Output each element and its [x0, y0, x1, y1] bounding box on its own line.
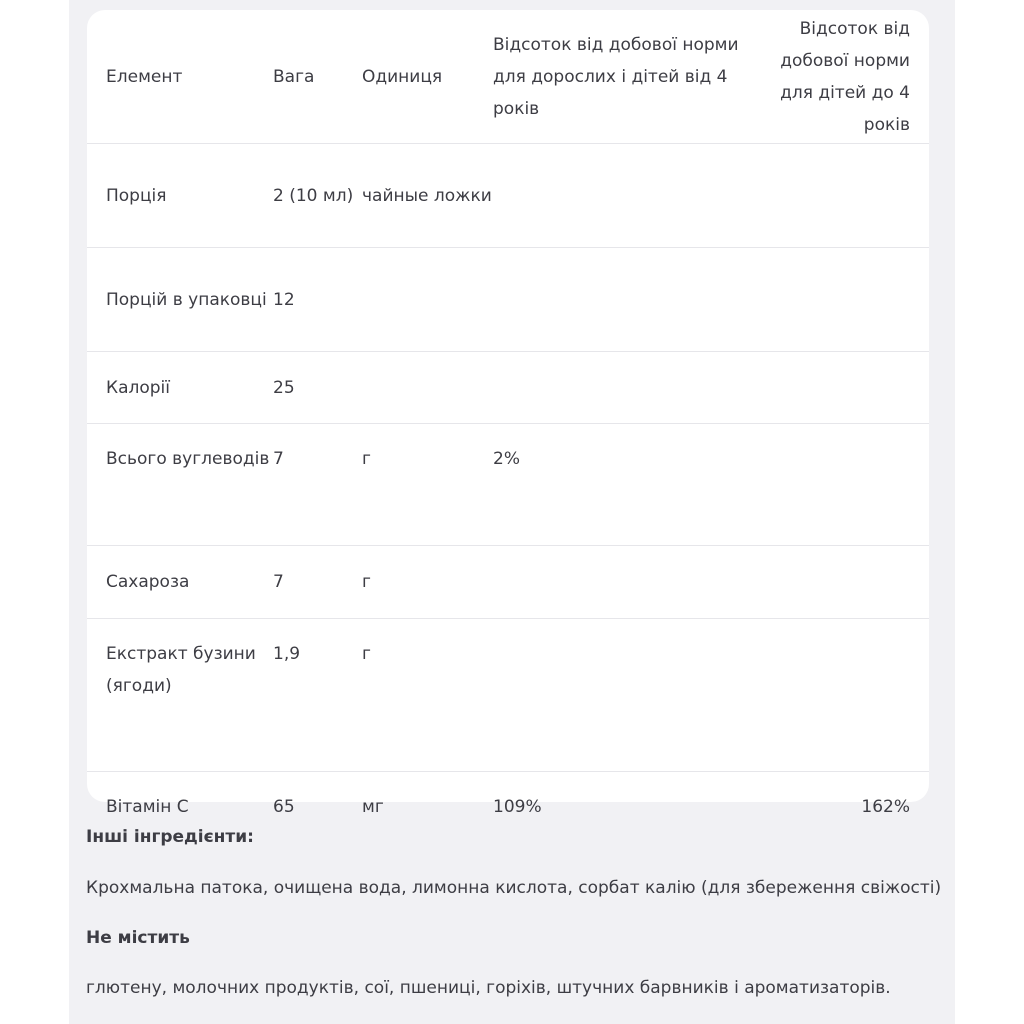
cell-element: Всього вуглеводів: [87, 424, 273, 546]
cell-weight: 25: [273, 352, 362, 424]
cell-element: Порція: [87, 144, 273, 248]
does-not-contain-heading: Не містить: [86, 928, 190, 948]
cell-weight: 65: [273, 797, 295, 817]
nutrition-table-card: [87, 10, 929, 817]
cell-dv-adults: 2%: [493, 424, 743, 546]
cell-element: Сахароза: [87, 546, 273, 619]
cell-dv-children: [743, 352, 929, 424]
cell-dv-children: [743, 144, 929, 248]
table-row: [87, 424, 929, 546]
cell-weight: 1,9: [273, 619, 362, 772]
cell-dv-adults: [493, 144, 743, 248]
cell-unit: мг: [362, 797, 384, 817]
header-dv-adults: Відсоток від добової норми для дорослих і дітей від 4 років: [493, 10, 743, 144]
cell-unit: г: [362, 619, 493, 772]
header-unit: Одиниця: [362, 10, 493, 144]
cell-unit: чайные ложки: [362, 144, 493, 248]
header-weight: Вага: [273, 10, 362, 144]
other-ingredients-heading: Інші інгредієнти:: [86, 827, 254, 847]
other-ingredients-text: Крохмальна патока, очищена вода, лимонна кислота, сорбат калію (для збереження свіжості): [86, 878, 942, 898]
cell-dv-adults: 109%: [493, 797, 542, 817]
cell-weight: 12: [273, 248, 362, 352]
cell-dv-children: [743, 546, 929, 619]
cell-element: Калорії: [87, 352, 273, 424]
cell-dv-adults: [493, 352, 743, 424]
cell-element: Екстракт бузини (ягоди): [87, 619, 273, 772]
cell-unit: г: [362, 546, 493, 619]
table-row: [87, 352, 929, 424]
cell-dv-children: [743, 248, 929, 352]
cell-unit: [362, 352, 493, 424]
cell-weight: 2 (10 мл): [273, 144, 362, 248]
header-element: Елемент: [87, 10, 273, 144]
cell-weight: 7: [273, 546, 362, 619]
table-row: [87, 546, 929, 619]
cell-element: Вітамін С: [106, 797, 189, 817]
cell-dv-adults: [493, 619, 743, 772]
cell-weight: 7: [273, 424, 362, 546]
cell-element: Порцій в упаковці: [87, 248, 273, 352]
cell-dv-adults: [493, 248, 743, 352]
table-header-row: [87, 10, 929, 144]
cell-dv-children: [743, 619, 929, 772]
cell-unit: г: [362, 424, 493, 546]
cell-dv-adults: [493, 546, 743, 619]
cell-unit: [362, 248, 493, 352]
header-dv-children: Відсоток від добової норми для дітей до 4 років: [743, 10, 929, 144]
does-not-contain-text: глютену, молочних продуктів, сої, пшениці, горіхів, штучних барвників і ароматизаторів.: [86, 978, 891, 998]
cell-dv-children: [743, 424, 929, 546]
table-row: [87, 248, 929, 352]
table-row: [87, 144, 929, 248]
nutrition-table: [87, 10, 929, 842]
cell-dv-children: 162%: [861, 797, 910, 817]
table-row: [87, 619, 929, 772]
